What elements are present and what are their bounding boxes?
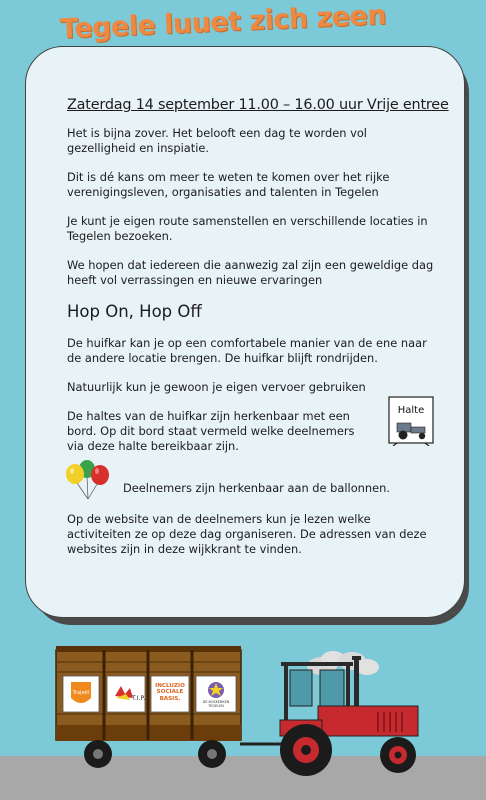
hop-paragraph: Op de website van de deelnemers kun je lezen welke activiteiten ze op deze dag organiseren. De adressen van deze websites zijn in deze wijkkrant te vinden.	[67, 512, 427, 556]
intro-paragraph: We hopen dat iedereen die aanwezig zal zijn een geweldige dag heeft vol verrassingen en nieuwe ervaringen	[67, 258, 434, 287]
tractor-scene	[0, 620, 486, 800]
wagon-wheel	[198, 740, 226, 768]
page-title: Tegele luuet zich zeen	[59, 0, 387, 45]
intro-paragraph: Je kunt je eigen route samenstellen en verschillende locaties in Tegelen bezoeken.	[67, 214, 428, 243]
wagon	[56, 646, 241, 768]
logo-text: DE BOSKERKEN TEGELEN	[202, 700, 230, 708]
balloon-caption: Deelnemers zijn herkenbaar aan de ballonnen.	[123, 480, 390, 495]
card-content	[67, 97, 449, 571]
balloons-icon	[63, 460, 113, 500]
sign-label: Halte	[397, 405, 425, 416]
logo-text: Trajekt	[72, 690, 90, 696]
logo-text: T.I.P.	[132, 695, 146, 702]
event-date: Zaterdag 14 september 11.00 – 16.00 uur Vrije entree	[67, 97, 449, 113]
balloon-row	[67, 468, 435, 500]
intro-paragraph: Dit is dé kans om meer te weten te komen over het rijke verenigingsleven, organisaties and talenten in Tegelen	[67, 170, 390, 199]
tractor-rear-wheel	[280, 724, 332, 776]
hop-paragraph: De huifkar kan je op een comfortabele manier van de ene naar de andere locatie brengen. De huifkar blijft rondrijden.	[67, 336, 427, 365]
section-heading: Hop On, Hop Off	[67, 302, 202, 321]
halte-row	[67, 405, 435, 454]
exhaust-pipe	[354, 658, 359, 710]
hop-paragraph: Natuurlijk kun je gewoon je eigen vervoer gebruiken	[67, 380, 366, 394]
hop-paragraph: De haltes van de huifkar zijn herkenbaar met een bord. Op dit bord staat vermeld welke deelnemers via deze halte bereikbaar zijn.	[67, 409, 355, 453]
incluzio-logo-text: INCLUZIO SOCIALE BASIS.	[155, 683, 185, 702]
intro-paragraph: Het is bijna zover. Het belooft een dag te worden vol gezelligheid en inspiatie.	[67, 126, 367, 155]
tractor-front-wheel	[380, 737, 416, 773]
halte-sign-icon	[387, 396, 435, 446]
wagon-wheel	[84, 740, 112, 768]
